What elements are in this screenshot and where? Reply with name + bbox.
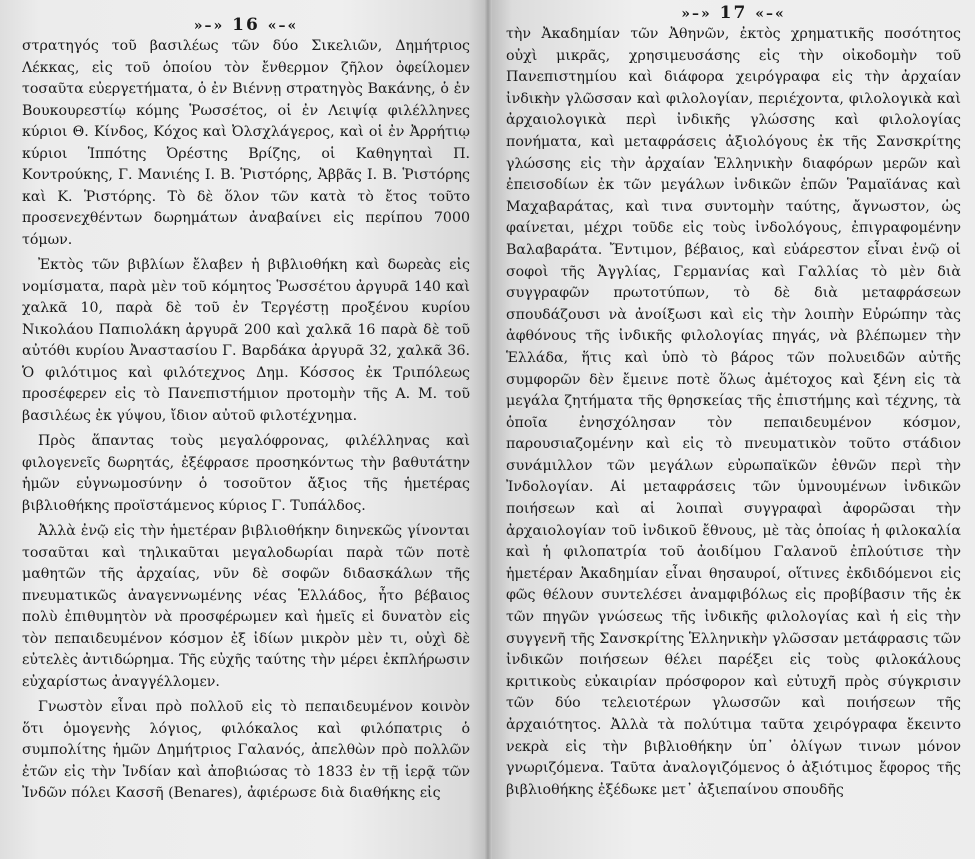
right-page xyxy=(488,0,975,859)
right-ornament-b: «–« xyxy=(755,6,786,22)
left-paragraph-1: στρατηγός τοῦ βασιλέως τῶν δύο Σικελιῶν, Δημήτριος Λέκκας, εἰς τοῦ ὁποίου τὸν ἔνθερμον ζῆλον ὀφείλομεν τοσαῦτα εὐεργετήματα, ὁ ἐν Βιέννῃ στρατηγὸς Βακάνης, ὁ ἐν Βουκουρεστίῳ κόμης Ῥωσσέτος, οἱ ἐν Λειψίᾳ φιλέλληνες κύριοι Θ. Κίνδος, Κόχος καὶ Ὀλσχλάγερος, καὶ οἱ ἐν Ἀρρήτιῳ κύριοι Ἱππότης Ὀρέστης Βρίζης, οἱ Καθηγηταὶ Π. Κοντρούκης, Γ. Μανιέης Ι. Β. Ῥιστόρης, Ἀββᾶς Ι. Β. Ῥιστόρης καὶ Κ. Ῥιστόρης. Τὸ δὲ ὅλον τῶν κατὰ τὸ ἔτος τοῦτο προσενεχθέντων δωρημάτων ἀναβαίνει εἰς περίπου 7000 τόμων. xyxy=(22,38,470,248)
left-paragraph-5: Γνωστὸν εἶναι πρὸ πολλοῦ εἰς τὸ πεπαιδευμένον κοινὸν ὅτι ὁμογενὴς λόγιος, φιλόκαλος καὶ φιλόπατρις ὁ συμπολίτης ἡμῶν Δημήτριος Γαλανός, ἀπελθὼν πρὸ πολλῶν ἐτῶν εἰς τὴν Ἰνδίαν καὶ ἀποβιώσας τὸ 1833 ἐν τῇ ἱερᾷ τῶν Ἰνδῶν πόλει Κασσῆ (Benares), ἀφιέρωσε διὰ διαθήκης εἰς xyxy=(22,699,470,801)
left-ornament-a: »–» xyxy=(193,18,225,34)
right-page-text xyxy=(506,24,961,801)
left-page-number: 16 xyxy=(232,15,260,35)
right-ornament-a: »–» xyxy=(681,6,712,22)
left-paragraph-2: Ἐκτὸς τῶν βιβλίων ἔλαβεν ἡ βιβλιοθήκη καὶ δωρεὰς εἰς νομίσματα, παρὰ μὲν τοῦ κόμητος Ῥωσσέτου ἀργυρᾶ 140 καὶ χαλκᾶ 10, παρὰ δὲ τοῦ ἐν Τεργέστῃ προξένου κυρίου Νικολάου Παπιολάκη ἀργυρᾶ 200 καὶ χαλκᾶ 16 παρὰ δὲ τοῦ αὐτόθι κυρίου Ἀναστασίου Γ. Βαρδάκα ἀργυρᾶ 32, χαλκᾶ 36. Ὁ φιλότιμος καὶ φιλότεχνος Δημ. Κόσσος ἐκ Τριπόλεως προσέφερεν εἰς τὸ Πανεπιστήμιον προτομὴν τῆς Α. Μ. τοῦ βασιλέως ἐκ γύψου, ἴδιον αὐτοῦ φιλοτέχνημα. xyxy=(22,257,470,424)
left-page-text xyxy=(22,36,470,805)
right-page-header xyxy=(506,2,961,24)
left-ornament-b: «–« xyxy=(267,18,299,34)
left-paragraph-3: Πρὸς ἅπαντας τοὺς μεγαλόφρονας, φιλέλληνας καὶ φιλογενεῖς δωρητάς, ἐξέφρασε προσηκόντως τὴν βαθυτάτην ἡμῶν εὐγνωμοσύνην ὁ τοσοῦτον ἄξιος τῆς ἡμετέρας βιβλιοθήκης προϊστάμενος κύριος Γ. Τυπάλδος. xyxy=(22,433,470,514)
left-paragraph-4: Ἀλλὰ ἐνῷ εἰς τὴν ἡμετέραν βιβλιοθήκην διηνεκῶς γίνονται τοσαῦται καὶ τηλικαῦται μεγαλοδωρίαι παρὰ τῶν ποτὲ μαθητῶν τῆς ἀρχαίας, νῦν δὲ σοφῶν διδασκάλων τῆς πνευματικῶς ἀναγεννωμένης νέας Ἑλλάδος, ἦτο βέβαιος πολὺ ἐπιθυμητὸν νὰ προσφέρωμεν καὶ ἡμεῖς εἰ δυνατὸν εἰς τὸν πεπαιδευμένον κόσμον ἐξ ἰδίων μικρὸν μὲν τι, οὐχὶ δὲ εὐτελὲς ἀντιδώρημα. Τῆς εὐχῆς ταύτης τὴν μέρει ἐκπλήρωσιν εὐχαρίστως ἀναγγέλλομεν. xyxy=(22,523,470,690)
book-gutter xyxy=(484,0,492,859)
right-paragraph-1: τὴν Ἀκαδημίαν τῶν Ἀθηνῶν, ἐκτὸς χρηματικῆς ποσότητος οὐχὶ μικρᾶς, χρησιμευσάσης εἰς τὴν οἰκοδομὴν τοῦ Πανεπιστημίου καὶ διάφορα χειρόγραφα εἰς τὴν ἀρχαίαν ἰνδικὴν γλῶσσαν καὶ φιλολογίαν, περιέχοντα, φιλολογικὰ καὶ ἀρχαιολογικὰ περὶ ἰνδικῆς γλώσσης καὶ φιλολογίας πονήματα, καὶ μεταφράσεις ἀξιολόγους ἐκ τῆς Σανσκρίτης γλώσσης εἰς τὴν ἀρχαίαν Ἑλληνικὴν διαφόρων μερῶν καὶ ἐπεισοδίων ἐκ τῶν μεγάλων ἰνδικῶν ἐπῶν Ῥαμαϊάνας καὶ Μαχαβαράτας, καὶ τινα συντομὴν ταύτης, ἄγνωστον, ὡς φαίνεται, μέχρι τοῦδε εἰς τοὺς ἰνδολόγους, ἐπιγραφομένην Βαλαβαράτα. Ἔντιμον, βέβαιος, καὶ εὐάρεστον εἶναι ἐνῷ οἱ σοφοὶ τῆς Ἀγγλίας, Γερμανίας καὶ Γαλλίας τὸ μὲν διὰ συγγραφῶν πρωτοτύπων, τὸ δὲ διὰ μεταφράσεων σπουδάζουσι νὰ ἀνοίξωσι καὶ εἰς τὴν λοιπὴν Εὐρώπην τὰς ἀφθόνους τῆς ἰνδικῆς φιλολογίας πηγάς, νὰ βλέπωμεν τὴν Ἑλλάδα, ἥτις καὶ ὑπὸ τὸ βάρος τῶν πολυειδῶν αὐτῆς συμφορῶν δὲν ἔμεινε ποτὲ ὅλως ἀμέτοχος καὶ ξένη εἰς τὰ μεγάλα ζητήματα τῆς θρησκείας τῆς ἐπιστήμης καὶ τέχνης, τὰ ὁποῖα ἐνησχόλησαν τὸν πεπαιδευμένον κόσμον, παρουσιαζομένην καὶ εἰς τὸ πνευματικὸν τοῦτο στάδιον συνάμιλλον τῶν μεγάλων εὐρωπαϊκῶν ἐθνῶν περὶ τὴν Ἰνδολογίαν. Αἱ μεταφράσεις τῶν ὑμνουμένων ἰνδικῶν ποιήσεων καὶ αἱ λοιπαὶ συγγραφαὶ ἀφορῶσαι τὴν ἀρχαιολογίαν τοῦ ἰνδικοῦ ἔθνους, μὲ τὰς ὁποίας ἡ φιλοκαλία καὶ ἡ φιλοπατρία τοῦ ἀοιδίμου Γαλανοῦ ἐπλούτισε τὴν ἡμετέραν Ἀκαδημίαν εἶναι θησαυροί, οἵτινες ἐκδιδόμενοι εἰς φῶς θέλουν συντελέσει ἀναμφιβόλως εἰς προβίβασιν τῆς ἐκ τῶν πηγῶν γνώσεως τῆς ἰνδικῆς φιλολογίας καὶ ἡ εἰς τὴν συγγενῆ τῆς Σανσκρίτης Ἑλληνικὴν γλῶσσαν μετάφρασις τῶν ἰνδικῶν ποιήσεων θέλει παρέξει εἰς τοὺς φιλοκάλους κριτικοὺς εὐκαιρίαν πρόσφορον καὶ εὐτυχῆ πρὸς σύγκρισιν τῶν δύο τελειοτέρων γλωσσῶν καὶ ποιήσεων τῆς ἀρχαιότητος. Ἀλλὰ τὰ πολύτιμα ταῦτα χειρόγραφα ἔκειντο νεκρὰ εἰς τὴν βιβλιοθήκην ὑπ᾽ ὀλίγων τινων μόνον γνωριζόμενα. Ταῦτα ἀναλογιζόμενος ὁ ἀξιότιμος ἔφορος τῆς βιβλιοθήκης ἐξέδωκε μετ᾽ ἀξιεπαίνου σπουδῆς xyxy=(506,26,961,798)
right-page-number: 17 xyxy=(719,3,748,23)
left-page-header xyxy=(22,14,470,36)
